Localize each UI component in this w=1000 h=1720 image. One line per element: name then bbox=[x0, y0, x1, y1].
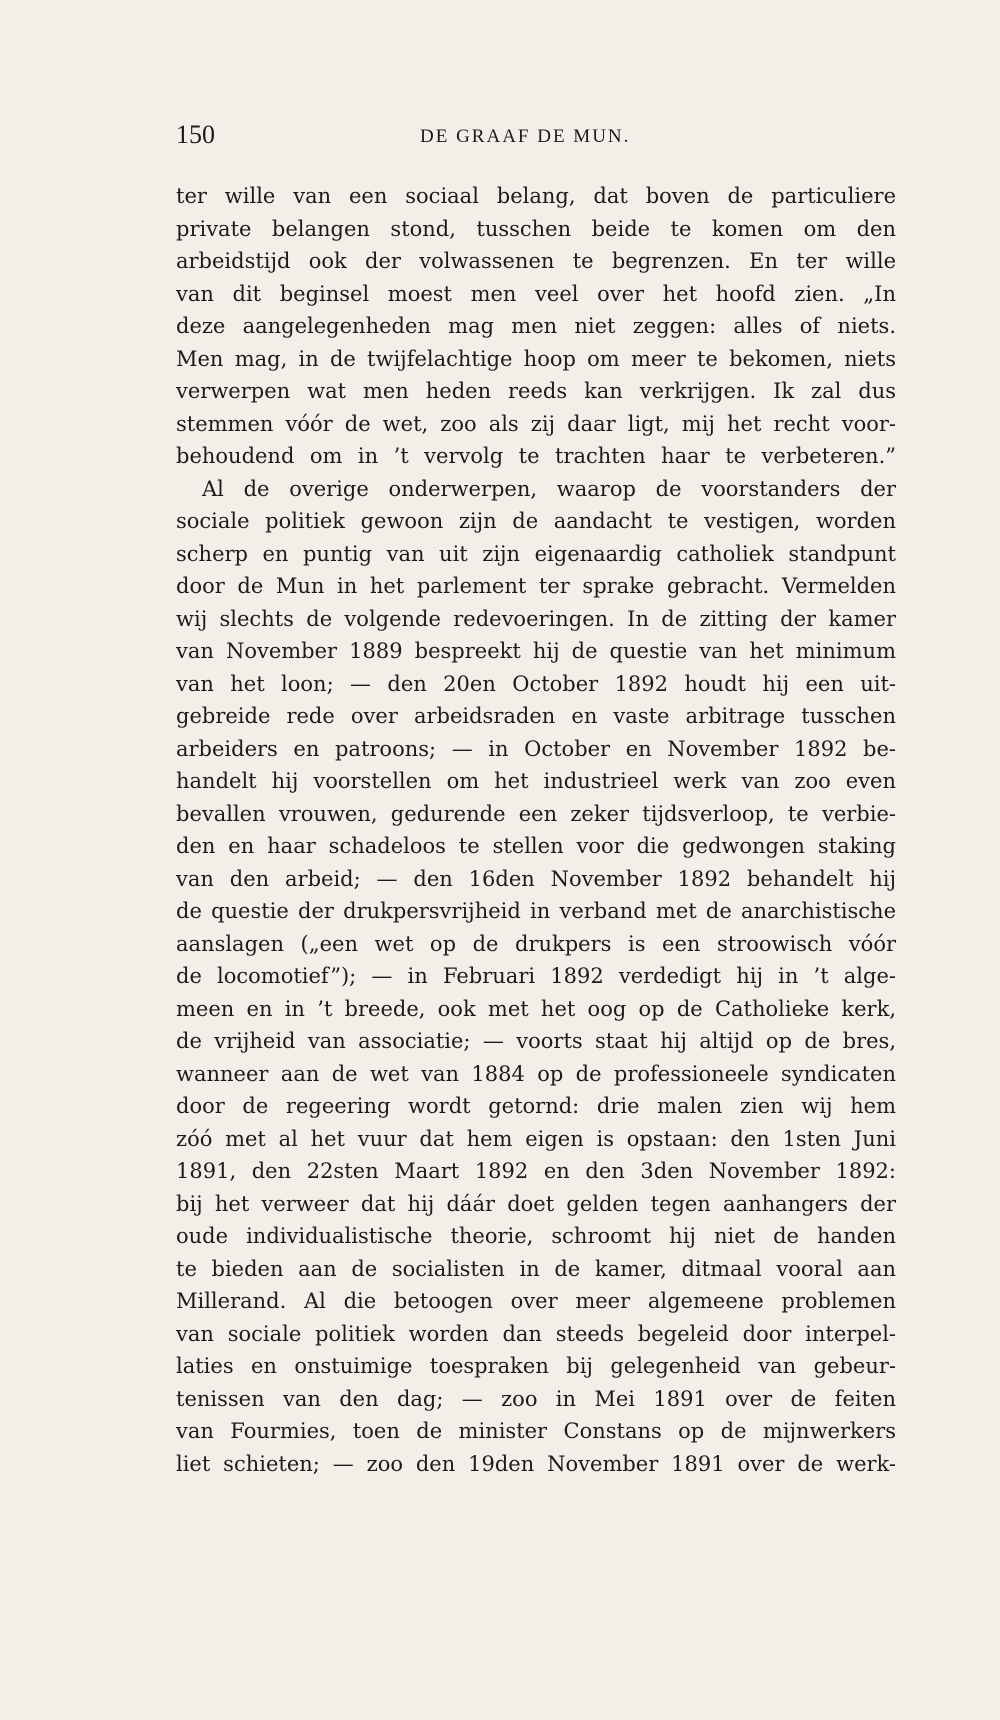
page-header bbox=[176, 120, 896, 156]
text-line: van dit beginsel moest men veel over het hoofd zien. „In bbox=[176, 281, 896, 306]
text-line: scherp en puntig van uit zijn eigenaardig catholiek standpunt bbox=[176, 541, 896, 566]
text-line: van sociale politiek worden dan steeds begeleid door interpel- bbox=[176, 1321, 896, 1346]
text-line: van het loon; — den 20en October 1892 houdt hij een uit- bbox=[176, 671, 896, 696]
text-line: tenissen van den dag; — zoo in Mei 1891 over de feiten bbox=[176, 1386, 896, 1411]
text-line: bij het verweer dat hij dáár doet gelden tegen aanhangers der bbox=[176, 1191, 896, 1216]
text-line: laties en onstuimige toespraken bij gelegenheid van gebeur- bbox=[176, 1354, 896, 1378]
text-line: sociale politiek gewoon zijn de aandacht te vestigen, worden bbox=[176, 509, 896, 533]
text-line: meen en in ’t breede, ook met het oog op de Catholieke kerk, bbox=[176, 996, 896, 1021]
text-line: van Fourmies, toen de minister Constans op de mijnwerkers bbox=[176, 1419, 896, 1443]
text-line: stemmen vóór de wet, zoo als zij daar ligt, mij het recht voor- bbox=[176, 411, 896, 436]
body-text bbox=[176, 180, 896, 1480]
text-line: de questie der drukpersvrijheid in verband met de anarchistische bbox=[176, 899, 896, 923]
text-line: verwerpen wat men heden reeds kan verkrijgen. Ik zal dus bbox=[176, 379, 896, 403]
text-line: den en haar schadeloos te stellen voor die gedwongen staking bbox=[176, 834, 896, 858]
text-line: te bieden aan de socialisten in de kamer, ditmaal vooral aan bbox=[176, 1256, 896, 1281]
text-line: liet schieten; — zoo den 19den November 1891 over de werk- bbox=[176, 1451, 896, 1476]
text-line: arbeiders en patroons; — in October en November 1892 be- bbox=[176, 736, 896, 761]
text-line: bevallen vrouwen, gedurende een zeker tijdsverloop, te verbie- bbox=[176, 801, 896, 826]
text-line: de locomotief”); — in Februari 1892 verdedigt hij in ’t alge- bbox=[176, 964, 896, 988]
text-line: Millerand. Al die betoogen over meer algemeene problemen bbox=[176, 1289, 896, 1313]
text-line: handelt hij voorstellen om het industrieel werk van zoo even bbox=[176, 769, 896, 793]
text-line: gebreide rede over arbeidsraden en vaste arbitrage tusschen bbox=[176, 704, 896, 728]
text-line: van November 1889 bespreekt hij de questie van het minimum bbox=[176, 639, 896, 663]
text-line: wanneer aan de wet van 1884 op de professioneele syndicaten bbox=[176, 1061, 896, 1086]
text-line: Al de overige onderwerpen, waarop de voorstanders der bbox=[202, 476, 896, 501]
text-line: ter wille van een sociaal belang, dat boven de particuliere bbox=[176, 184, 896, 208]
text-line: deze aangelegenheden mag men niet zeggen: alles of niets. bbox=[176, 314, 896, 338]
text-line: door de Mun in het parlement ter sprake gebracht. Vermelden bbox=[176, 574, 896, 598]
text-line: private belangen stond, tusschen beide te komen om den bbox=[176, 216, 896, 241]
text-line: door de regeering wordt getornd: drie malen zien wij hem bbox=[176, 1094, 896, 1118]
text-line: arbeidstijd ook der volwassenen te begrenzen. En ter wille bbox=[176, 249, 896, 273]
text-line: Men mag, in de twijfelachtige hoop om meer te bekomen, niets bbox=[176, 346, 896, 371]
text-line: 1891, den 22sten Maart 1892 en den 3den November 1892: bbox=[176, 1159, 896, 1183]
running-title: DE GRAAF DE MUN. bbox=[420, 126, 631, 147]
text-line: behoudend om in ’t vervolg te trachten haar te verbeteren.” bbox=[176, 444, 896, 468]
text-line: wij slechts de volgende redevoeringen. In de zitting der kamer bbox=[176, 606, 896, 631]
text-line: de vrijheid van associatie; — voorts staat hij altijd op de bres, bbox=[176, 1029, 896, 1053]
text-line: oude individualistische theorie, schroomt hij niet de handen bbox=[176, 1224, 896, 1248]
text-line: zóó met al het vuur dat hem eigen is opstaan: den 1sten Juni bbox=[176, 1126, 896, 1151]
text-line: van den arbeid; — den 16den November 1892 behandelt hij bbox=[176, 866, 896, 891]
page-number: 150 bbox=[176, 120, 215, 149]
text-line: aanslagen („een wet op de drukpers is een stroowisch vóór bbox=[176, 931, 896, 956]
